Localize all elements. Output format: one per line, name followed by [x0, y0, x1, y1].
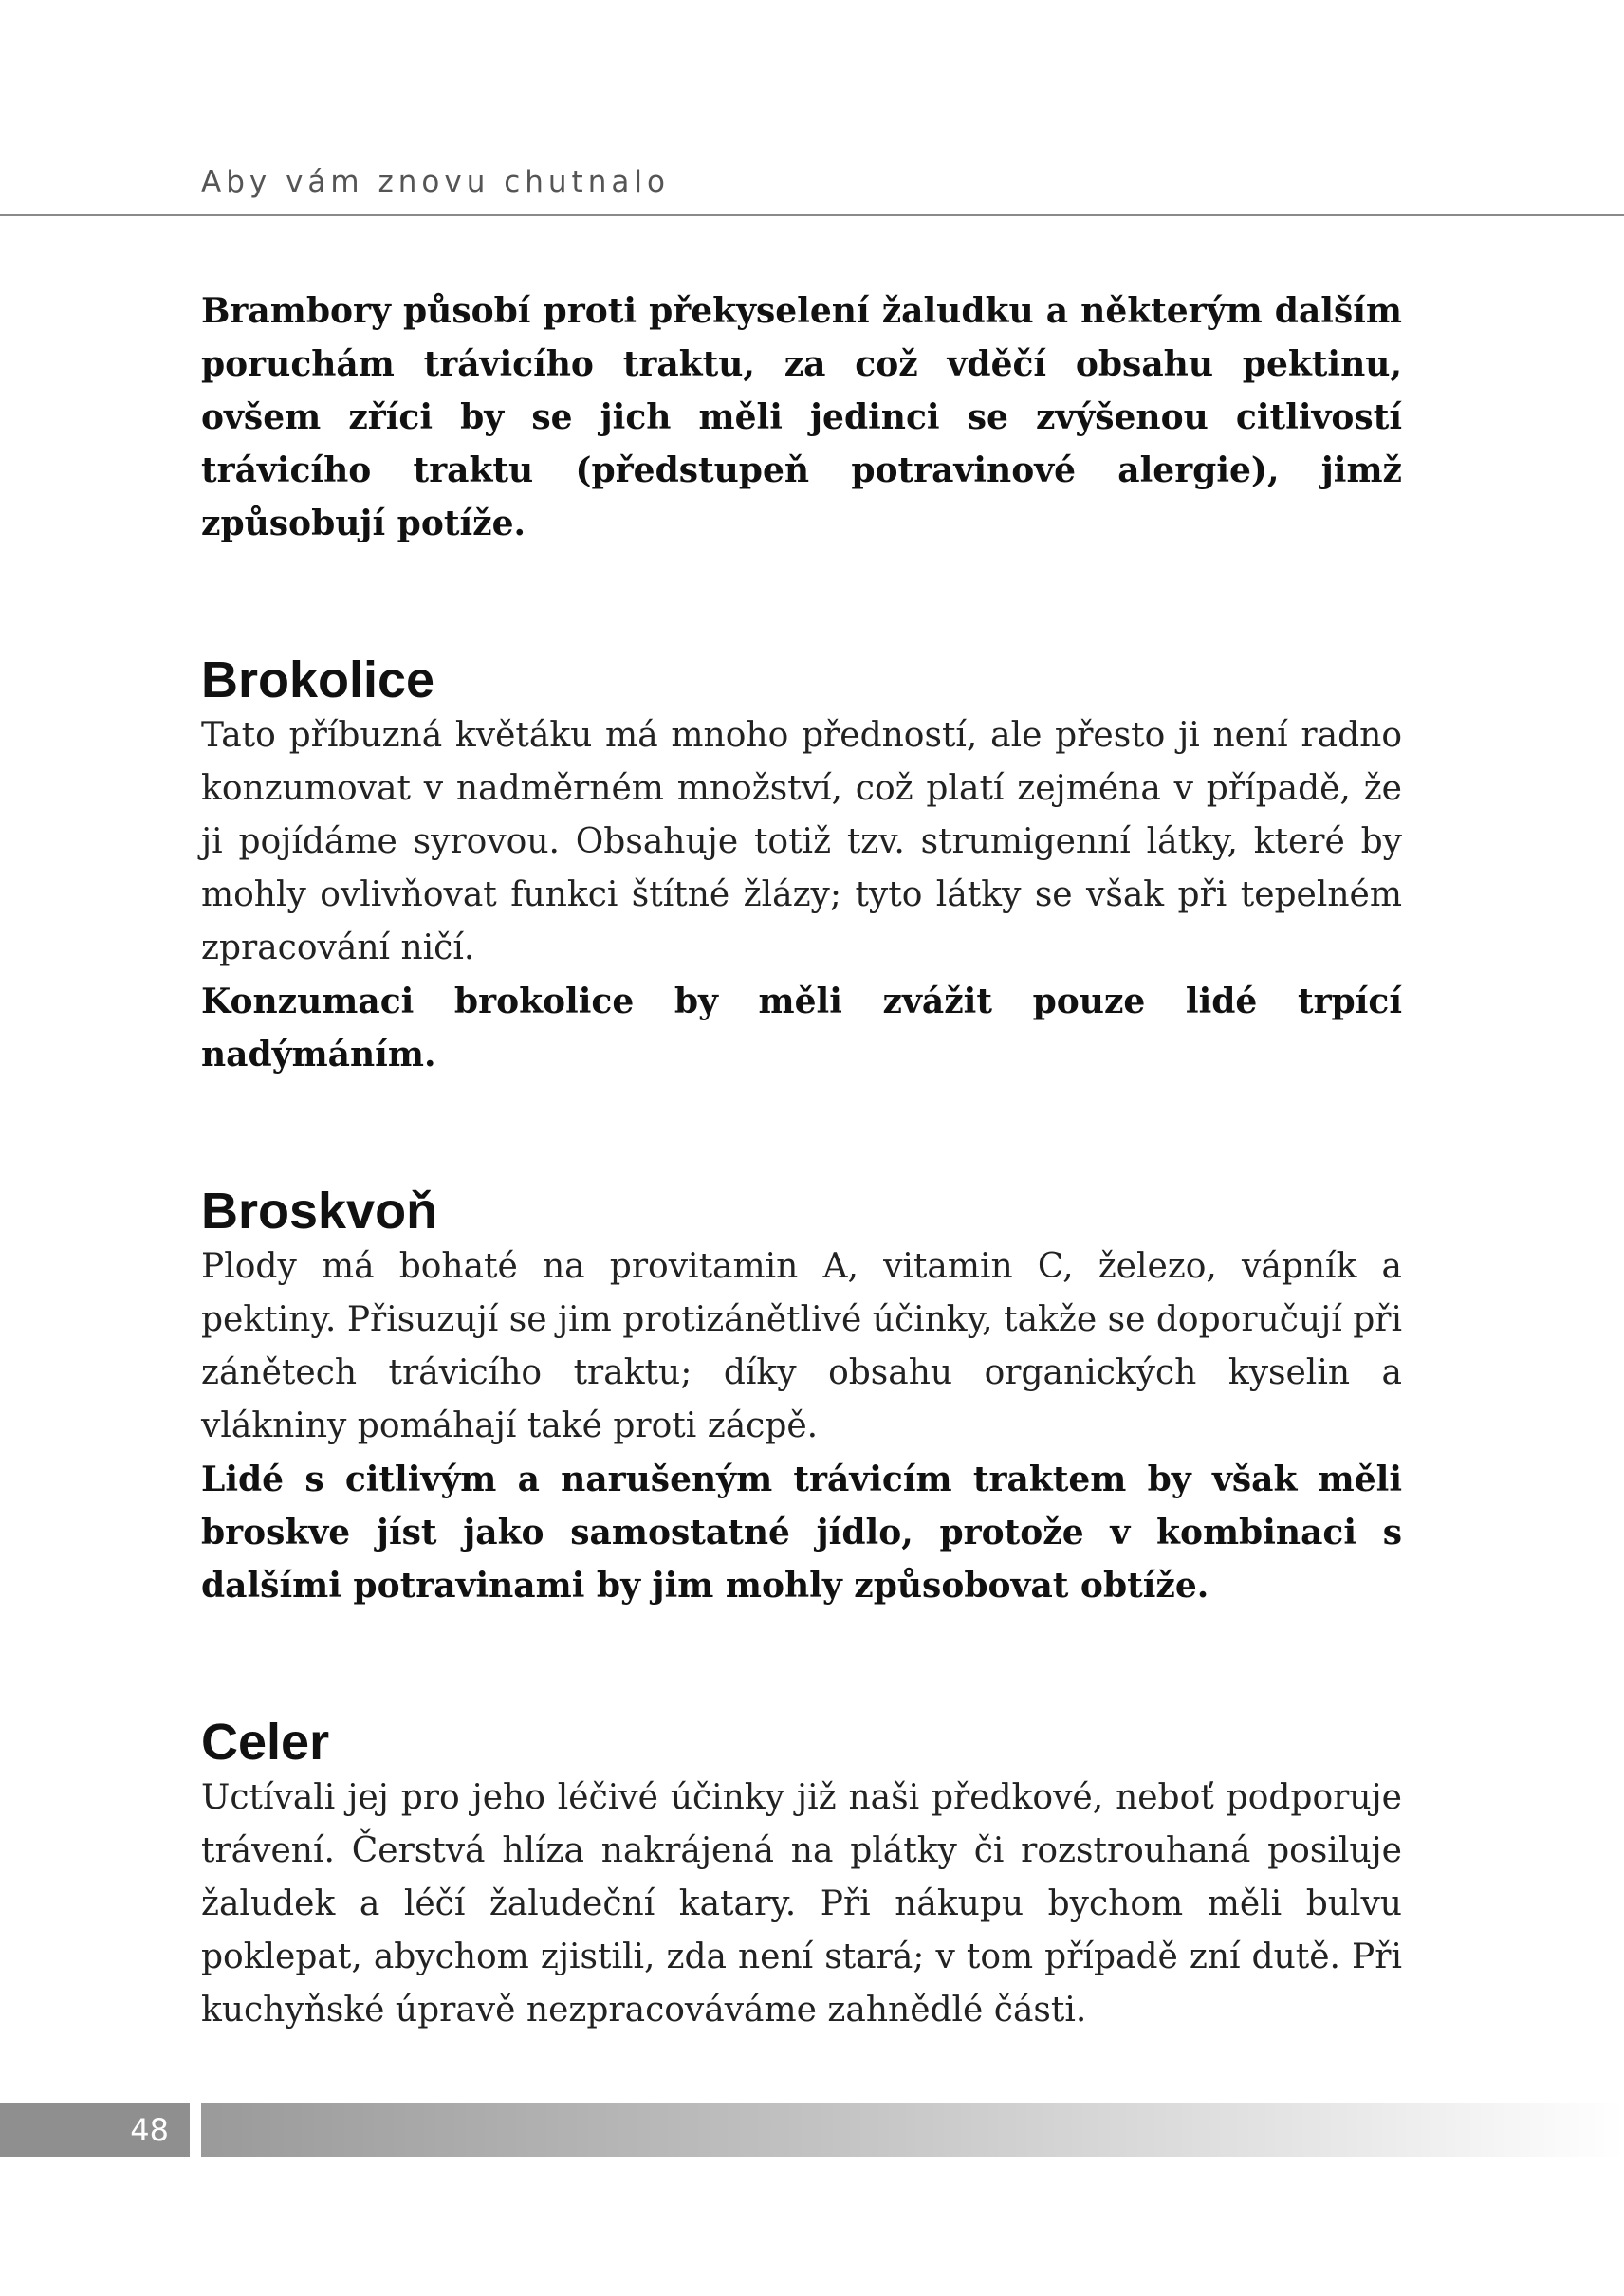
section-note-brokolice: Konzumaci brokolice by měli zvážit pouze lidé trpící nadýmáním. — [201, 982, 1402, 1075]
header-rule — [0, 214, 1624, 216]
page-number-box — [0, 2103, 190, 2157]
footer-gradient-bar — [201, 2103, 1624, 2157]
intro-paragraph: Brambory působí proti překyselení žaludku a některým dalším poruchám trávicího traktu, za což vděčí obsahu pektinu, ovšem zříci by se jich měli jedinci se zvýšenou citlivostí trávicího traktu (předstupeň potravinové alergie), jimž způsobují potíže. — [201, 291, 1402, 543]
section-title-broskvon: Broskvoň — [201, 1183, 438, 1240]
section-body-celer: Uctívali jej pro jeho léčivé účinky již naši předkové, neboť podporuje trávení. Čerstvá hlíza nakrájená na plátky či rozstrouhaná posiluje žaludek a léčí žaludeční katary. Při nákupu bychom měli bulvu poklepat, abychom zjistili, zda není stará; v tom případě zní dutě. Při kuchyňské úpravě nezpracováváme zahnědlé části. — [201, 1778, 1402, 2030]
section-body-broskvon: Plody má bohaté na provitamin A, vitamin C, železo, vápník a pektiny. Přisuzují se jim protizánětlivé účinky, takže se doporučují při zánětech trávicího traktu; díky obsahu organických kyselin a vlákniny pomáhají také proti zácpě. — [201, 1247, 1402, 1445]
section-broskvon — [201, 1182, 1402, 1612]
section-body-brokolice: Tato příbuzná květáku má mnoho předností, ale přesto ji není radno konzumovat v nadměrném množství, což platí zejména v případě, že ji pojídáme syrovou. Obsahuje totiž tzv. strumigenní látky, které by mohly ovlivňovat funkci štítné žlázy; tyto látky se však při tepelném zpracování ničí. — [201, 716, 1402, 967]
section-note-broskvon: Lidé s citlivým a narušeným trávicím traktem by však měli broskve jíst jako samostatné jídlo, protože v kombinaci s dalšími potravinami by jim mohly způsobovat obtíže. — [201, 1460, 1402, 1606]
section-celer — [201, 1713, 1402, 2037]
page-content — [201, 285, 1402, 2037]
section-brokolice — [201, 651, 1402, 1081]
section-title-celer: Celer — [201, 1714, 330, 1771]
running-header: Aby vám znovu chutnalo — [201, 165, 670, 199]
section-title-brokolice: Brokolice — [201, 652, 435, 708]
page-number: 48 — [130, 2112, 169, 2148]
